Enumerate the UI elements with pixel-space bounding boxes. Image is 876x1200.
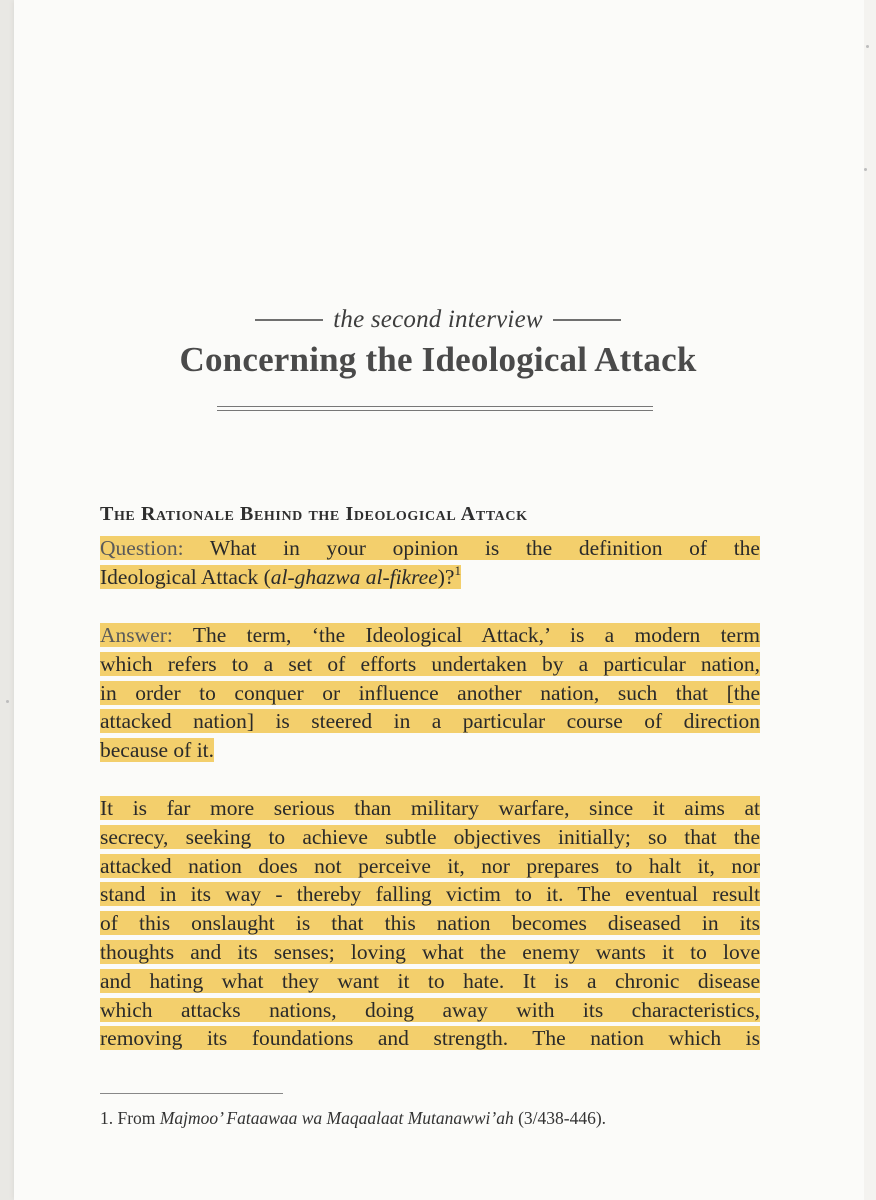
answer-paragraph — [100, 621, 760, 765]
footnote-rule — [100, 1093, 283, 1094]
chapter-subtitle: the second interview — [333, 306, 543, 333]
question-line-1: Question: What in your opinion is the definition of the — [100, 536, 760, 560]
footnote-source: Majmoo’ Fataawaa wa Maqaalaat Mutanawwi’ah — [159, 1108, 514, 1128]
title-double-rule — [217, 406, 653, 411]
footnote-ref: 1 — [454, 562, 461, 578]
footnote: 1. From Majmoo’ Fataawaa wa Maqaalaat Mutanawwi’ah (3/438-446). — [100, 1108, 607, 1128]
subtitle-right-rule — [553, 319, 621, 321]
answer-label: Answer: — [100, 623, 173, 647]
chapter-subtitle-row — [0, 306, 876, 334]
answer-line: Answer: The term, ‘the Ideological Attack,’ is a modern term — [100, 623, 760, 647]
question-paragraph — [100, 534, 760, 592]
scan-speck — [866, 45, 869, 48]
answer-line: attacked nation] is steered in a particular course of direction — [100, 709, 760, 734]
footnote-number: 1. — [100, 1108, 114, 1128]
body-line: which attacks nations, doing away with its characteristics, — [100, 997, 760, 1022]
body-line: secrecy, seeking to achieve subtle objectives initially; so that the — [100, 824, 760, 849]
answer-line: because of it. — [100, 738, 215, 763]
answer-line: in order to conquer or influence another nation, such that [the — [100, 680, 760, 705]
question-line-2: Ideological Attack (al-ghazwa al-fikree)?$^1$ — [100, 562, 461, 589]
question-label: Question: — [100, 536, 184, 560]
body-paragraph — [100, 794, 760, 1053]
answer-line: which refers to a set of efforts undertaken by a particular nation, — [100, 651, 760, 676]
section-heading: The Rationale Behind the Ideological Attack — [100, 503, 528, 525]
body-line: and hating what they want it to hate. It is a chronic disease — [100, 968, 760, 993]
body-line: stand in its way - thereby falling victim to it. The eventual result — [100, 882, 760, 907]
body-line: of this onslaught is that this nation becomes diseased in its — [100, 911, 760, 936]
transliteration: al-ghazwa al-fikree — [270, 564, 438, 589]
scan-speck — [6, 700, 9, 703]
subtitle-left-rule — [255, 319, 323, 321]
body-line: It is far more serious than military warfare, since it aims at — [100, 796, 760, 820]
body-line: attacked nation does not perceive it, nor prepares to halt it, nor — [100, 853, 760, 878]
body-line: removing its foundations and strength. The nation which is — [100, 1026, 760, 1051]
scan-speck — [864, 168, 867, 171]
chapter-title: Concerning the Ideological Attack — [179, 340, 697, 379]
body-line: thoughts and its senses; loving what the enemy wants it to love — [100, 939, 760, 964]
adjacent-page-edge — [864, 0, 876, 1200]
